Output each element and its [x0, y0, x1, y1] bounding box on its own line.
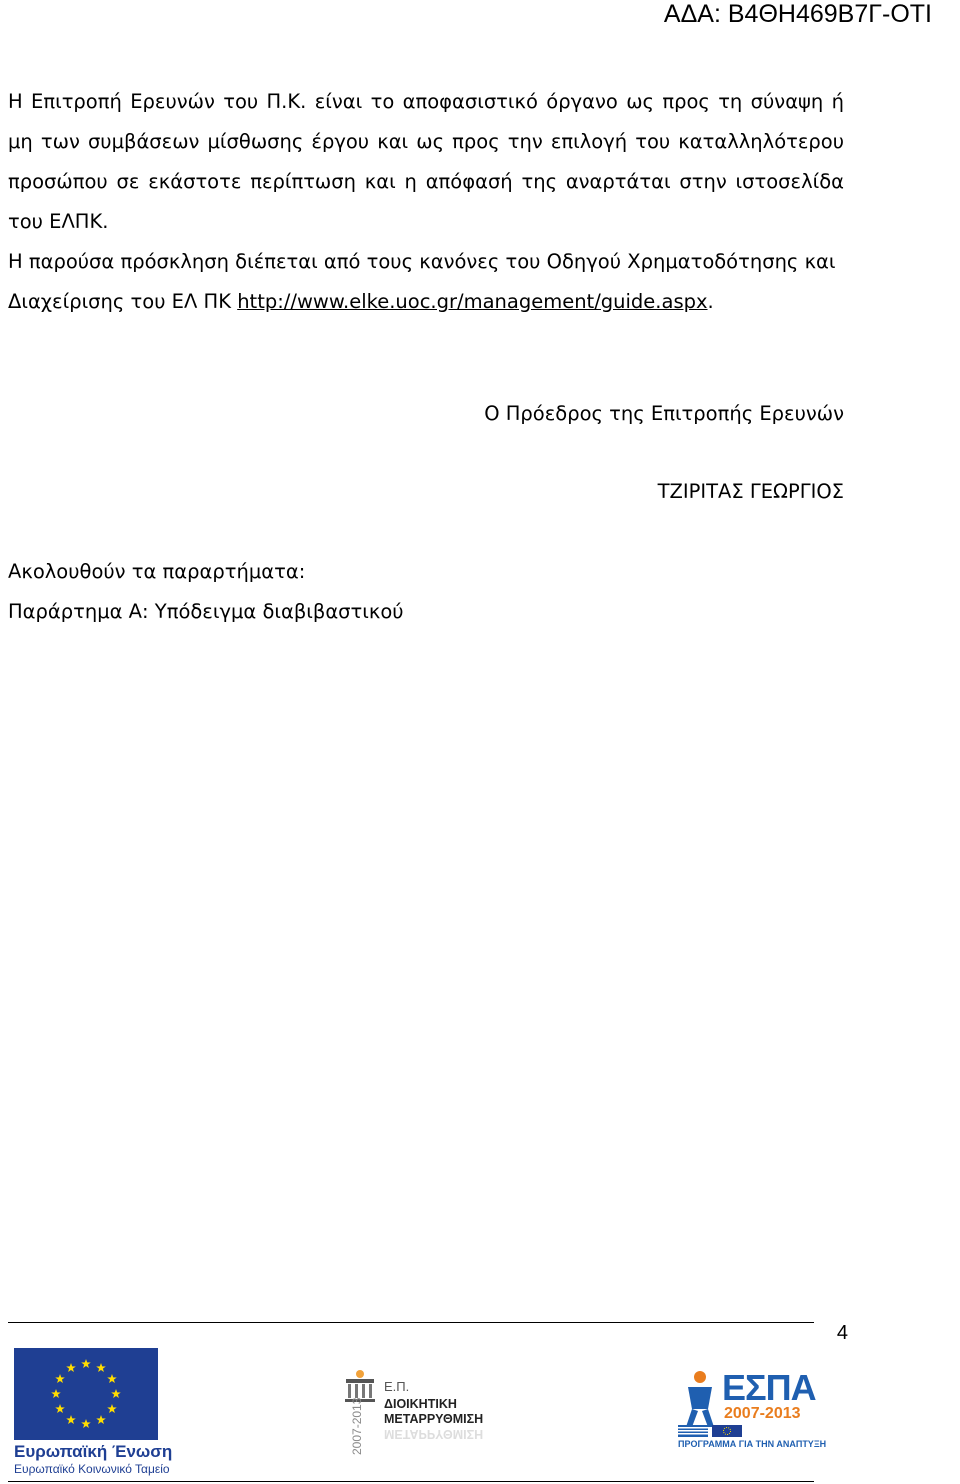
guide-link[interactable]: http://www.elke.uoc.gr/management/guide.aspx — [237, 290, 708, 313]
eu-logo — [14, 1348, 173, 1476]
reform-reflection: ΜΕΤΑΡΡΥΘΜΙΣΗ — [384, 1427, 484, 1441]
eu-small-flag-icon — [712, 1425, 742, 1437]
paragraph-committee: Η Επιτροπή Ερευνών του Π.Κ. είναι το αποφασιστικό όργανο ως προς τη σύναψη ή μη των συμβάσεων μίσθωσης έργου και ως προς την επιλογή του καταλληλότερου προσώπου σε εκάστοτε περίπτωση και η απόφασή της αναρτάται στην ιστοσελίδα του ΕΛΠΚ. — [8, 90, 844, 233]
signature-name: ΤΖΙΡΙΤΑΣ ΓΕΩΡΓΙΟΣ — [657, 480, 844, 503]
reform-years: 2007-2013 — [350, 1397, 364, 1455]
footer-divider — [8, 1322, 814, 1323]
administrative-reform-logo — [340, 1367, 520, 1459]
paragraph-guide-text: Η παρούσα πρόσκληση διέπεται από τους κανόνες του Οδηγού Χρηματοδότησης και Διαχείρισης του ΕΛ ΠΚ — [8, 250, 836, 313]
reform-line1: ΔΙΟΙΚΗΤΙΚΗ — [384, 1397, 457, 1411]
signature-title: Ο Πρόεδρος της Επιτροπής Ερευνών — [484, 402, 844, 425]
espa-figure-icon — [678, 1369, 718, 1429]
eu-flag-icon — [14, 1348, 158, 1440]
reform-program: Ε.Π. — [384, 1379, 410, 1394]
reform-line2: ΜΕΤΑΡΡΥΘΜΙΣΗ — [384, 1412, 484, 1426]
paragraph-guide — [8, 242, 844, 322]
espa-name: ΕΣΠΑ — [722, 1367, 816, 1408]
appendices-intro: Ακολουθούν τα παραρτήματα: — [8, 560, 306, 583]
espa-tagline: ΠΡΟΓΡΑΜΜΑ ΓΙΑ ΤΗΝ ΑΝΑΠΤΥΞΗ — [678, 1439, 827, 1449]
espa-years: 2007-2013 — [724, 1405, 801, 1422]
ada-header: ΑΔΑ: Β4ΘΗ469Β7Γ-ΟΤΙ — [663, 0, 932, 28]
eu-fund: Ευρωπαϊκό Κοινωνικό Ταμείο — [14, 1462, 170, 1476]
eu-name: Ευρωπαϊκή Ένωση — [14, 1442, 173, 1461]
paragraph-guide-end: . — [707, 290, 714, 313]
espa-logo — [678, 1367, 827, 1459]
appendix-a: Παράρτημα Α: Υπόδειγμα διαβιβαστικού — [8, 600, 404, 623]
bottom-divider — [8, 1481, 814, 1482]
greek-flag-icon — [678, 1425, 708, 1437]
page-number: 4 — [836, 1322, 848, 1344]
